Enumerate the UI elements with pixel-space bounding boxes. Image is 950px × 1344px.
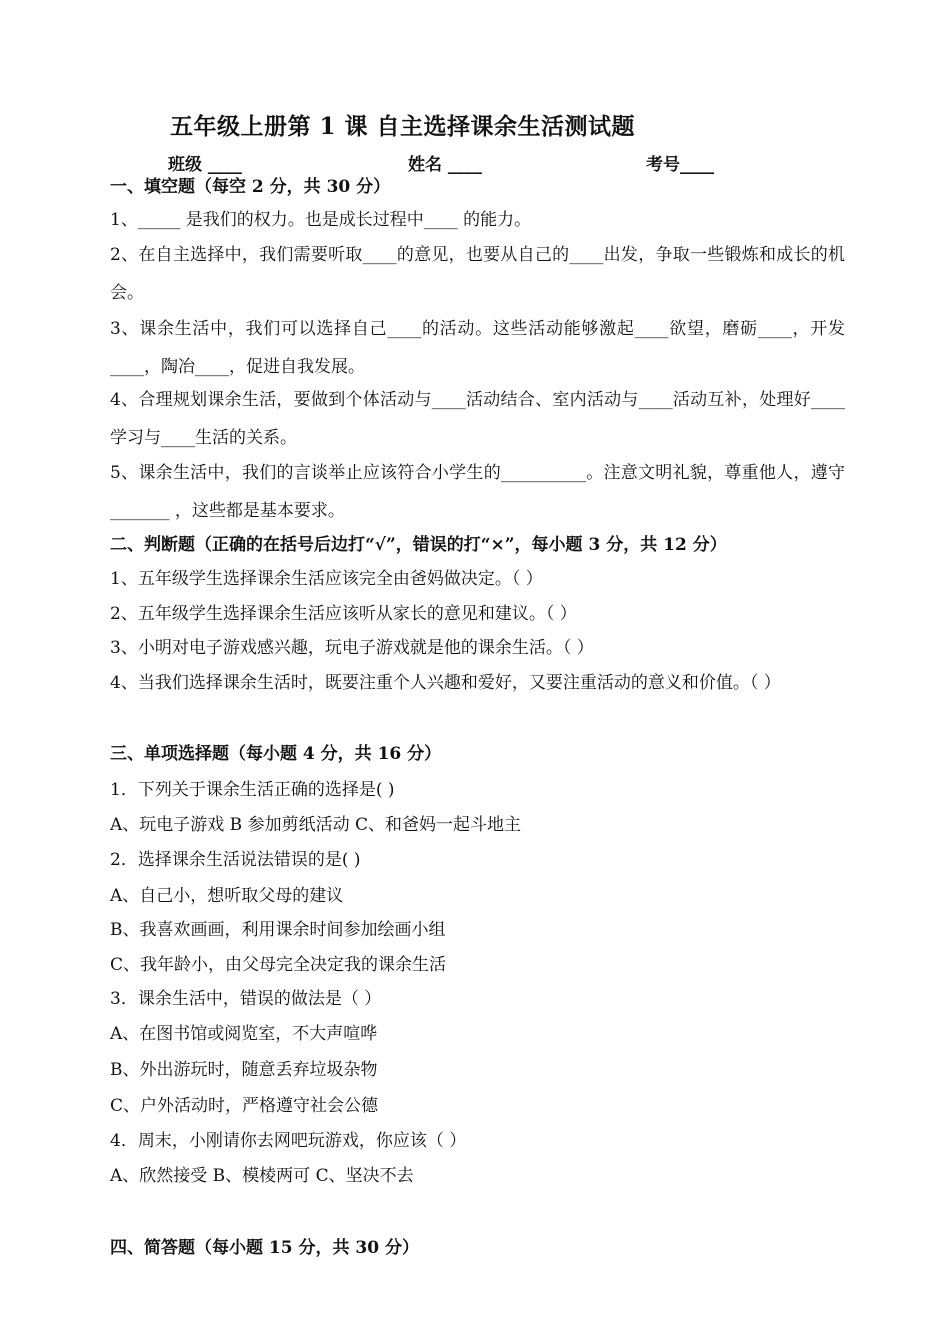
section-heading-multiple-choice: 三、单项选择题（每小题 4 分，共 16 分） [110,744,442,764]
true-false-question-2: 2、五年级学生选择课余生活应该听从家长的意见和建议。（ ） [110,604,577,624]
choice-question-2: 2．选择课余生活说法错误的是( ) [110,850,361,870]
name-field-label: 姓名 ____ [408,155,482,175]
fill-blank-question-4: 4、合理规划课余生活，要做到个体活动与____活动结合、室内活动与____活动互补，处理好____学习与____生活的关系。 [110,390,845,448]
choice-question-2-option-b: B、我喜欢画画，利用课余时间参加绘画小组 [110,920,446,940]
section-heading-true-false: 二、判断题（正确的在括号后边打“√”，错误的打“×”，每小题 3 分，共 12 分） [110,535,727,555]
fill-blank-question-2: 2、在自主选择中，我们需要听取____的意见，也要从自己的____出发，争取一些锻炼和成长的机会。 [110,245,845,303]
choice-question-3-option-a: A、在图书馆或阅览室，不大声喧哗 [110,1024,378,1044]
document-title: 五年级上册第 1 课 自主选择课余生活测试题 [169,113,636,140]
choice-question-2-option-a: A、自己小，想听取父母的建议 [110,886,344,906]
choice-question-1-options: A、玩电子游戏 B 参加剪纸活动 C、和爸妈一起斗地主 [110,815,521,835]
choice-question-3-option-b: B、外出游玩时，随意丢弃垃圾杂物 [110,1060,378,1080]
section-heading-fill-blank: 一、填空题（每空 2 分，共 30 分） [110,177,391,197]
fill-blank-question-5: 5、课余生活中，我们的言谈举止应该符合小学生的__________。注意文明礼貌，尊重他人，遵守_______ ，这些都是基本要求。 [110,463,845,521]
choice-question-4: 4．周末，小刚请你去网吧玩游戏，你应该（ ） [110,1131,467,1151]
true-false-question-4: 4、当我们选择课余生活时，既要注重个人兴趣和爱好，又要注重活动的意义和价值。（ ） [110,673,781,693]
class-field-label: 班级 ____ [168,155,242,175]
exam-number-field-label: 考号____ [646,155,714,175]
choice-question-1: 1．下列关于课余生活正确的选择是( ) [110,780,395,800]
section-heading-short-answer: 四、简答题（每小题 15 分，共 30 分） [110,1238,419,1258]
choice-question-3-option-c: C、户外活动时，严格遵守社会公德 [110,1096,379,1116]
choice-question-2-option-c: C、我年龄小，由父母完全决定我的课余生活 [110,955,447,975]
true-false-question-3: 3、小明对电子游戏感兴趣，玩电子游戏就是他的课余生活。（ ） [110,638,594,658]
choice-question-3: 3．课余生活中，错误的做法是（ ） [110,989,382,1009]
fill-blank-question-3: 3、课余生活中，我们可以选择自己____的活动。这些活动能够激起____欲望，磨砺____，开发____，陶冶____，促进自我发展。 [110,319,845,377]
choice-question-4-options: A、欣然接受 B、模棱两可 C、坚决不去 [110,1166,414,1186]
fill-blank-question-1: 1、_____ 是我们的权力。也是成长过程中____ 的能力。 [110,210,532,230]
true-false-question-1: 1、五年级学生选择课余生活应该完全由爸妈做决定。（ ） [110,569,543,589]
